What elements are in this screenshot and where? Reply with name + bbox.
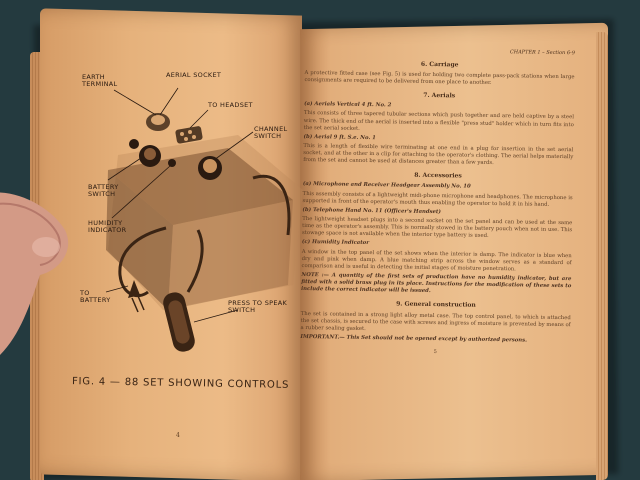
label-battery-switch: BATTERY SWITCH [88,183,119,199]
chapter-header: CHAPTER 1 – Section 6-9 [509,49,575,57]
label-press-to-speak: PRESS TO SPEAK SWITCH [228,299,288,315]
label-to-battery: TO BATTERY [80,289,111,305]
right-page-text [300,46,575,358]
subheading: (c) Humidity Indicator [301,239,370,247]
paragraph: This consists of three tapered tubular sections which push together and are held captive by a steel wire. The thick end of the aerial is inserted into a flexible "press stud" holder which in turn fits into the set aerial socket. [303,110,574,132]
paragraph: The lightweight headset plugs into a second socket on the set panel and can be used at the same time as the operator's assembly. This is normally stowed in the battery pouch when not in use. This stowage space is not available when the interior type battery is used. [302,215,573,240]
subheading: (a) Aerials Vertical 4 ft. No. 2 [304,101,392,109]
subheading: (b) Aerial 9 ft. S.e. No. 1 [303,133,376,141]
paragraph: This is a length of flexible wire terminating at one end in a plug for insertion in the set aerial socket, and at the other in a clip for attaching to the operator's clothing. The aerial helps materially from the set and cannot be used at distances greater than a few yards. [303,142,574,167]
label-earth-terminal: EARTH TERMINAL [82,73,118,89]
paragraph: A protective fitted case (see Fig. 5) is used for holding two complete pass-pack stations when large consignments are required to be delivered from one place to another. [304,69,575,86]
paragraph: The set is contained in a strong light alloy metal case. The top control panel, to which is attached the set chassis, is secured to the case with screws and ingress of moisture is prevented by means of a rubber sealing gasket. [300,310,571,332]
label-to-headset: TO HEADSET [208,101,253,109]
figure-caption: FIG. 4 — 88 SET SHOWING CONTROLS [71,376,290,391]
paragraph: This assembly consists of a lightweight midi-phone microphone and headphones. The microphone is supported in front of the operator's mouth thus enabling the operator to hold it in his hand. [302,190,573,208]
important-paragraph: IMPORTANT.— This Set should not be opened except by authorized persons. [300,333,528,344]
paragraph: A window in the top panel of the set shows when the interior is damp. The indicator is blue when dry and pink when damp. A blue matching strip across the window serves as a standard of comparison and is useful in detecting the initial stages of moisture penetration. [301,248,572,273]
section-heading-accessories: 8. Accessories [414,172,462,180]
thumb-image [0,175,90,355]
right-page-stack [596,32,608,480]
section-heading-aerials: 7. Aerials [423,91,456,100]
subheading: (b) Telephone Hand No. 11 (Officer's Handset) [302,206,441,216]
left-page-number: 4 [176,432,180,439]
section-heading-carriage: 6. Carriage [420,60,459,69]
label-humidity-indicator: HUMIDITY INDICATOR [88,219,127,235]
label-aerial-socket: AERIAL SOCKET [166,71,222,79]
right-page-number: 5 [433,349,437,356]
label-channel-switch: CHANNEL SWITCH [254,125,288,141]
note-paragraph: NOTE :— A quantity of the first sets of production have no humidity indicator, but are fitted with a solid brass plug in its place. Instructions for the modification of these sets to include the correct indicator will be issued. [301,271,572,295]
subheading: (a) Microphone and Receiver Headgear Assembly No. 10 [302,181,471,191]
section-heading-construction: 9. General construction [396,300,476,310]
